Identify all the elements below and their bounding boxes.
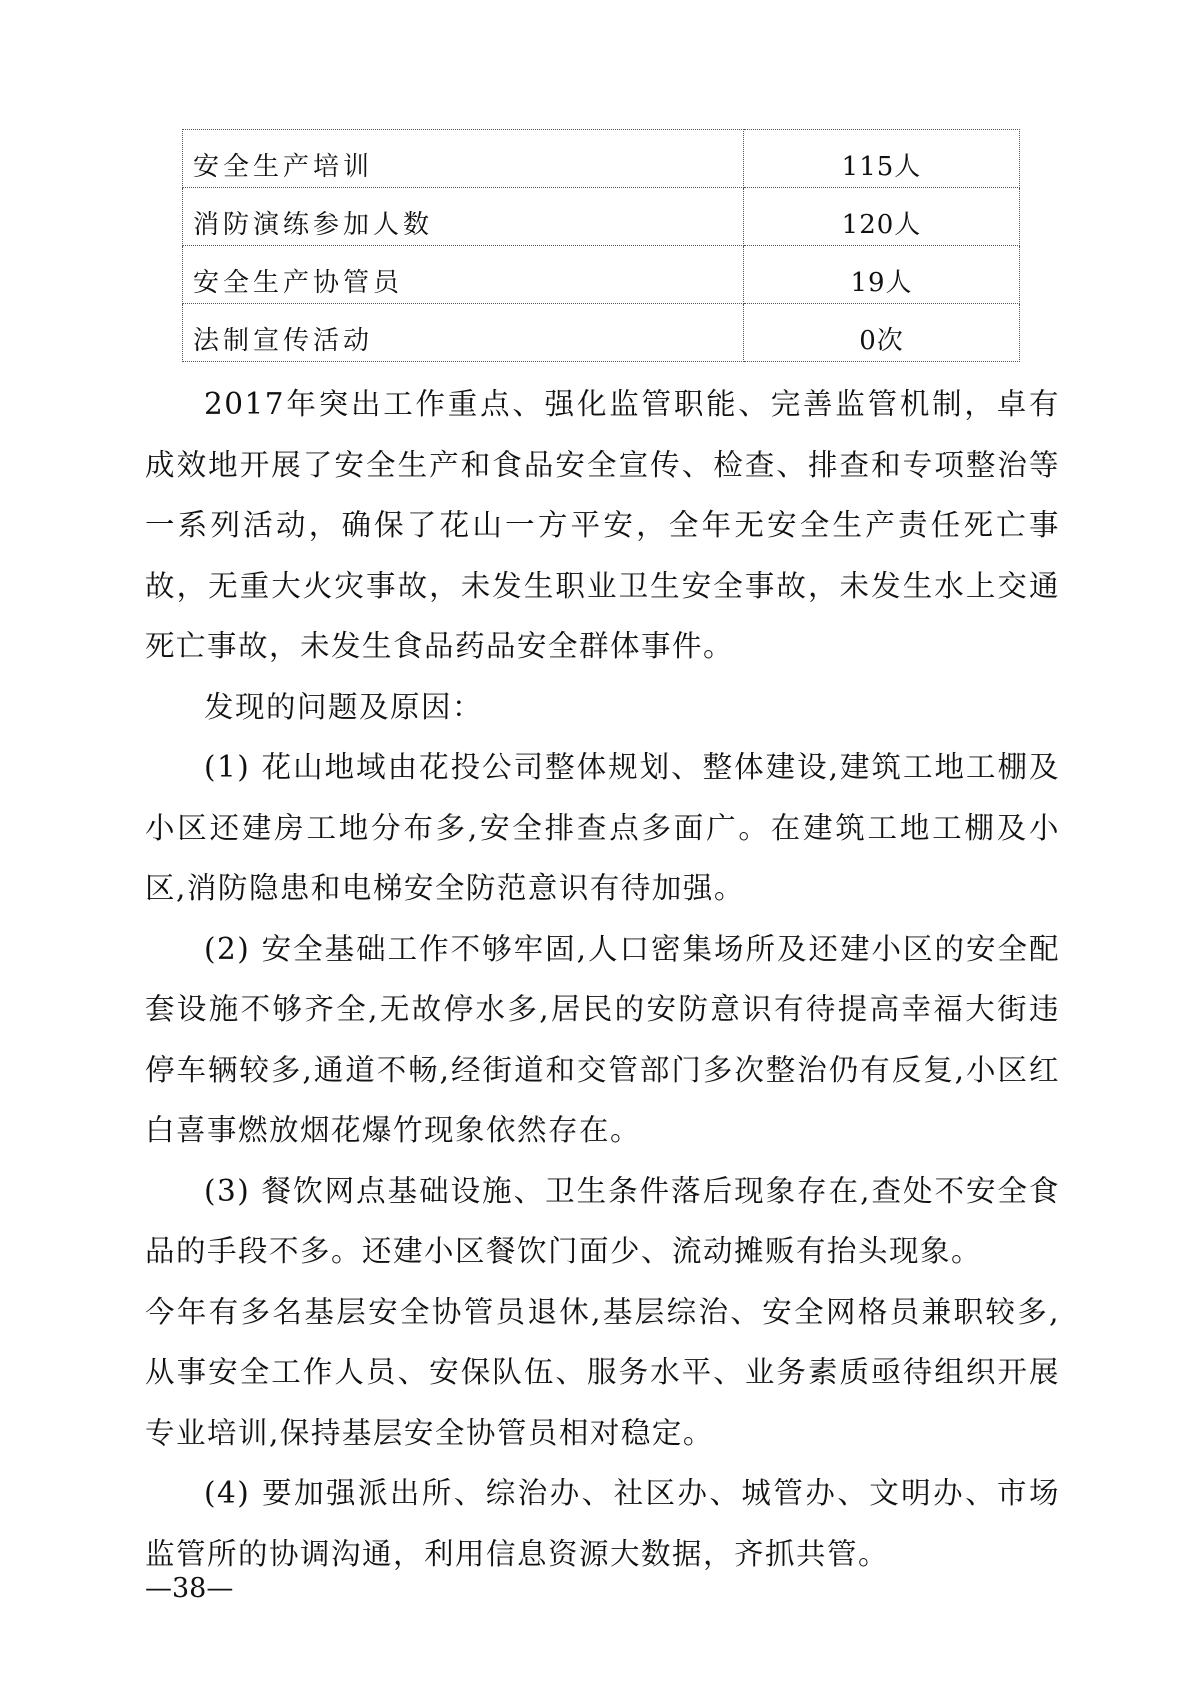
- statistics-table: [182, 129, 1020, 362]
- row-value: 0次: [744, 304, 1020, 362]
- row-label: 安全生产协管员: [183, 246, 744, 304]
- row-value: 120人: [744, 188, 1020, 246]
- row-value: 115人: [744, 130, 1020, 188]
- page-number: —38—: [145, 1573, 234, 1604]
- table-row: [183, 130, 1020, 188]
- problem-item-3-continued: 今年有多名基层安全协管员退休,基层综治、安全网格员兼职较多,从事安全工作人员、安保队伍、服务水平、业务素质亟待组织开展专业培训,保持基层安全协管员相对稳定。: [145, 1294, 1060, 1450]
- table-row: [183, 246, 1020, 304]
- problems-heading: 发现的问题及原因：: [204, 689, 484, 724]
- table-row: [183, 304, 1020, 362]
- row-label: 消防演练参加人数: [183, 188, 744, 246]
- problem-item-1: (1) 花山地域由花投公司整体规划、整体建设,建筑工地工棚及小区还建房工地分布多,安全排查点多面广。在建筑工地工棚及小区,消防隐患和电梯安全防范意识有待加强。: [145, 750, 1060, 905]
- row-label: 安全生产培训: [183, 130, 744, 188]
- row-value: 19人: [744, 246, 1020, 304]
- body-text: [145, 374, 1060, 1584]
- problem-item-2: (2) 安全基础工作不够牢固,人口密集场所及还建小区的安全配套设施不够齐全,无故停水多,居民的安防意识有待提高幸福大街违停车辆较多,通道不畅,经街道和交管部门多次整治仍有反复,小区红白喜事燃放烟花爆竹现象依然存在。: [145, 931, 1060, 1147]
- summary-paragraph: 2017年突出工作重点、强化监管职能、完善监管机制，卓有成效地开展了安全生产和食品安全宣传、检查、排查和专项整治等一系列活动，确保了花山一方平安，全年无安全生产责任死亡事故，无重大火灾事故，未发生职业卫生安全事故，未发生水上交通死亡事故，未发生食品药品安全群体事件。: [145, 387, 1060, 663]
- problem-item-3: (3) 餐饮网点基础设施、卫生条件落后现象存在,查处不安全食品的手段不多。还建小区餐饮门面少、流动摊贩有抬头现象。: [145, 1173, 1060, 1268]
- table-row: [183, 188, 1020, 246]
- problem-item-4: (4) 要加强派出所、综治办、社区办、城管办、文明办、市场监管所的协调沟通，利用信息资源大数据，齐抓共管。: [145, 1476, 1060, 1571]
- row-label: 法制宣传活动: [183, 304, 744, 362]
